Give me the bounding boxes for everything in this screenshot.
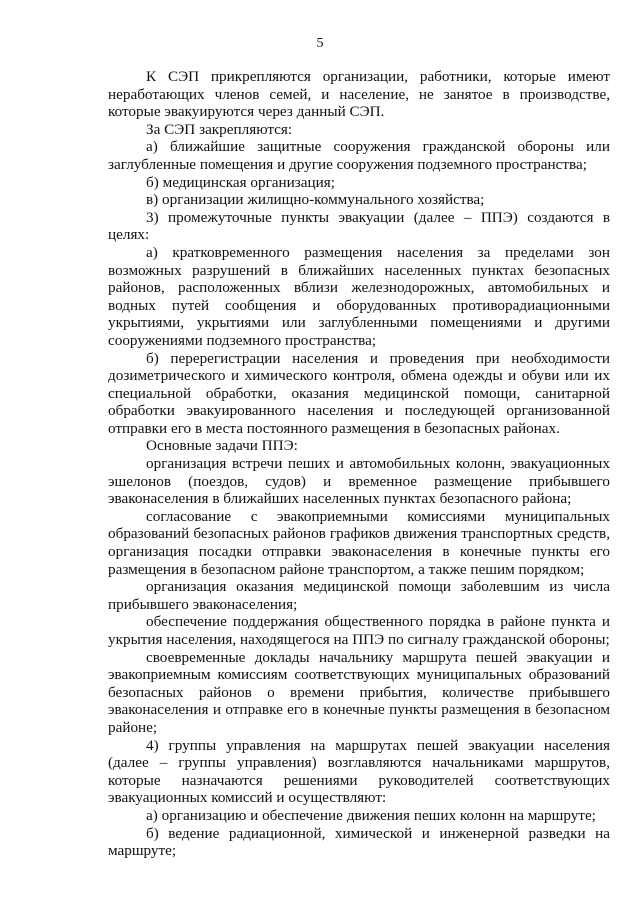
paragraph: а) ближайшие защитные сооружения гражданской обороны или заглубленные помещения и другие сооружения подземного пространства; (108, 138, 610, 173)
paragraph: а) кратковременного размещения населения за пределами зон возможных разрушений в ближайших населенных пунктах безопасных районов, расположенных вблизи железнодорожных, автомобильных и водных путей сообщения и оборудованных противорадиационными укрытиями, укрытиями или заглубленными помещениями и другими сооружениями подземного пространства; (108, 243, 610, 349)
paragraph: б) перерегистрации населения и проведения при необходимости дозиметрического и химического контроля, обмена одежды и обуви или их специальной обработки, оказания медицинской помощи, санитарной обработки эвакуированного населения и последующей организованной отправки его в места постоянного размещения в безопасных районах. (108, 349, 610, 437)
paragraph: своевременные доклады начальнику маршрута пешей эвакуации и эвакоприемным комиссиям соответствующих муниципальных образований безопасных районов о времени прибытия, количестве прибывшего эваконаселения и отправке его в конечные пункты размещения в безопасном районе; (108, 648, 610, 736)
paragraph: организация оказания медицинской помощи заболевшим из числа прибывшего эваконаселения; (108, 578, 610, 613)
paragraph: За СЭП закрепляются: (146, 120, 293, 138)
paragraph: б) ведение радиационной, химической и инженерной разведки на маршруте; (108, 824, 610, 860)
paragraph: организация встречи пеших и автомобильных колонн, эвакуационных эшелонов (поездов, судов) и временное размещение прибывшего эваконаселения в ближайших населенных пунктах безопасного района; (108, 455, 610, 508)
paragraph: К СЭП прикрепляются организации, работники, которые имеют неработающих членов семей, и население, не занятое в производстве, которые эвакуируются через данный СЭП. (108, 68, 610, 121)
document-body (108, 68, 610, 860)
paragraph: согласование с эвакоприемными комиссиями муниципальных образований безопасных районов графиков движения транспортных средств, организация посадки отправки эваконаселения в конечные пункты его размещения в безопасном районе транспортом, а также пешим порядком; (108, 507, 610, 578)
page-number: 5 (316, 36, 324, 51)
paragraph: Основные задачи ППЭ: (146, 437, 298, 455)
paragraph: б) медицинская организация; (146, 173, 335, 191)
paragraph: 3) промежуточные пункты эвакуации (далее – ППЭ) создаются в целях: (108, 208, 610, 244)
paragraph: в) организации жилищно-коммунального хозяйства; (146, 191, 485, 209)
paragraph: обеспечение поддержания общественного порядка в районе пункта и укрытия населения, находящегося на ППЭ по сигналу гражданской обороны; (108, 613, 610, 648)
paragraph: 4) группы управления на маршрутах пешей эвакуации населения (далее – группы управления) возглавляются начальниками маршрутов, которые назначаются решениями руководителей соответствующих эвакуационных комиссий и осуществляют: (108, 736, 610, 807)
paragraph: а) организацию и обеспечение движения пеших колонн на маршруте; (146, 806, 596, 824)
